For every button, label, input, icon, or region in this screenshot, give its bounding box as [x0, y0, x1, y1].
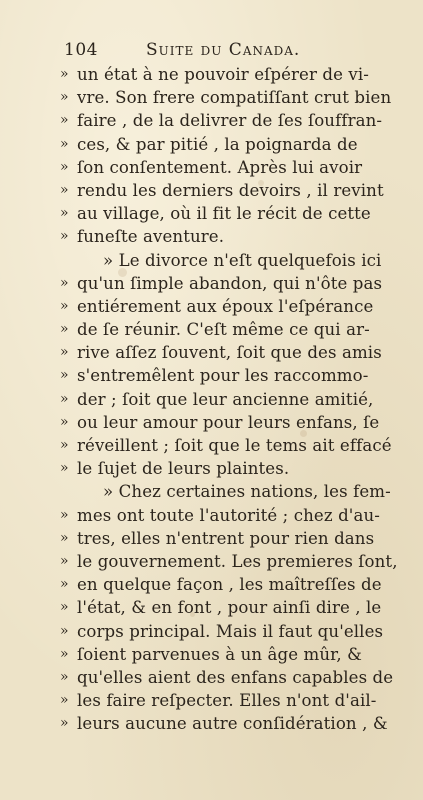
quote-mark: » [60, 529, 69, 546]
line-text: qu'elles aient des enfans capables de [77, 667, 394, 687]
line-text: ſoient parvenues à un âge mûr, & [77, 644, 362, 664]
quote-mark: » [60, 576, 69, 593]
quote-mark [60, 249, 77, 272]
text-line [60, 179, 405, 202]
line-text: vre. Son frere compatiſſant crut bien [77, 88, 392, 108]
line-text: der ; ſoit que leur ancienne amitié, [77, 389, 374, 409]
quote-mark: » [60, 645, 69, 662]
line-text: en quelque façon , les maîtreſſes de [77, 575, 382, 595]
text-line [60, 272, 405, 295]
text-line [60, 109, 405, 132]
text-line [60, 156, 405, 179]
line-text: mes ont toute l'autorité ; chez d'au- [77, 505, 380, 525]
line-text: leurs aucune autre conſidération , & [77, 714, 388, 734]
quote-mark: » [60, 622, 69, 639]
line-text: rive aſſez ſouvent, ſoit que des amis [77, 343, 382, 363]
text-line [60, 364, 405, 387]
text-line [60, 341, 405, 364]
text-line [60, 596, 405, 619]
line-text: » Le divorce n'eſt quelquefois ici [103, 250, 382, 270]
line-text: ces, & par pitié , la poignarda de [77, 134, 358, 154]
quote-mark: » [60, 552, 69, 569]
line-text: le gouvernement. Les premieres ſont, [77, 551, 398, 571]
quote-mark: » [60, 460, 69, 477]
text-line [60, 411, 405, 434]
text-line [60, 573, 405, 596]
text-line [60, 86, 405, 109]
quote-mark: » [60, 66, 69, 82]
line-text: s'entremêlent pour les raccommo- [77, 366, 369, 386]
line-text: de ſe réunir. C'eſt même ce qui ar- [77, 320, 370, 340]
quote-mark: » [60, 181, 69, 198]
line-text: les faire reſpecter. Elles n'ont d'ail- [77, 691, 377, 711]
quote-mark: » [60, 205, 69, 222]
quote-mark: » [60, 599, 69, 616]
quote-mark: » [60, 228, 69, 245]
text-line [60, 295, 405, 318]
line-text: réveillent ; ſoit que le tems ait effacé [77, 436, 392, 455]
text-line [60, 689, 405, 712]
line-text: ou leur amour pour leurs enfans, ſe [77, 412, 380, 432]
line-text: tres, elles n'entrent pour rien dans [77, 528, 375, 548]
text-line [60, 527, 405, 550]
line-text: au village, où il fit le récit de cette [77, 204, 371, 224]
quote-mark: » [60, 158, 69, 175]
quote-mark: » [60, 437, 69, 453]
text-line [60, 504, 405, 527]
quote-mark: » [60, 297, 69, 314]
text-line [60, 202, 405, 225]
text-line [60, 434, 405, 457]
line-text: qu'un ſimple abandon, qui n'ôte pas [77, 273, 383, 293]
quote-mark: » [60, 715, 69, 732]
line-text: entiérement aux époux l'eſpérance [77, 296, 374, 316]
quote-mark: » [60, 413, 69, 430]
body-text [60, 63, 405, 735]
text-line [60, 249, 405, 272]
text-line [60, 550, 405, 573]
text-line [60, 712, 405, 735]
quote-mark: » [60, 668, 69, 685]
page-number: 104 [64, 40, 98, 60]
line-text: funeſte aventure. [77, 227, 225, 247]
running-title: Suite du Canada. [146, 40, 301, 60]
line-text: ſon conſentement. Après lui avoir [77, 157, 363, 177]
text-line [60, 666, 405, 689]
quote-mark: » [60, 274, 69, 291]
line-text: » Chez certaines nations, les fem- [103, 482, 391, 502]
line-text: corps principal. Mais il faut qu'elles [77, 621, 384, 641]
quote-mark: » [60, 390, 69, 407]
quote-mark: » [60, 135, 69, 152]
text-line [60, 318, 405, 341]
line-text: un état à ne pouvoir eſpérer de vi- [77, 65, 369, 84]
text-line [60, 457, 405, 480]
line-text: faire , de la delivrer de ſes ſouffran- [77, 111, 383, 131]
text-line [60, 63, 405, 86]
line-text: rendu les derniers devoirs , il revint [77, 180, 384, 200]
text-line [60, 388, 405, 411]
line-text: l'état, & en font , pour ainſi dire , le [77, 598, 382, 618]
quote-mark: » [60, 112, 69, 129]
text-line [60, 133, 405, 156]
text-line [60, 225, 405, 248]
quote-mark: » [60, 506, 69, 523]
line-text: le ſujet de leurs plaintes. [77, 459, 290, 479]
text-line [60, 643, 405, 666]
quote-mark [60, 480, 77, 503]
text-line [60, 620, 405, 643]
quote-mark: » [60, 692, 69, 709]
page-header [64, 40, 382, 64]
quote-mark: » [60, 89, 69, 106]
quote-mark: » [60, 367, 69, 384]
text-line [60, 480, 405, 503]
quote-mark: » [60, 344, 69, 361]
quote-mark: » [60, 321, 69, 338]
